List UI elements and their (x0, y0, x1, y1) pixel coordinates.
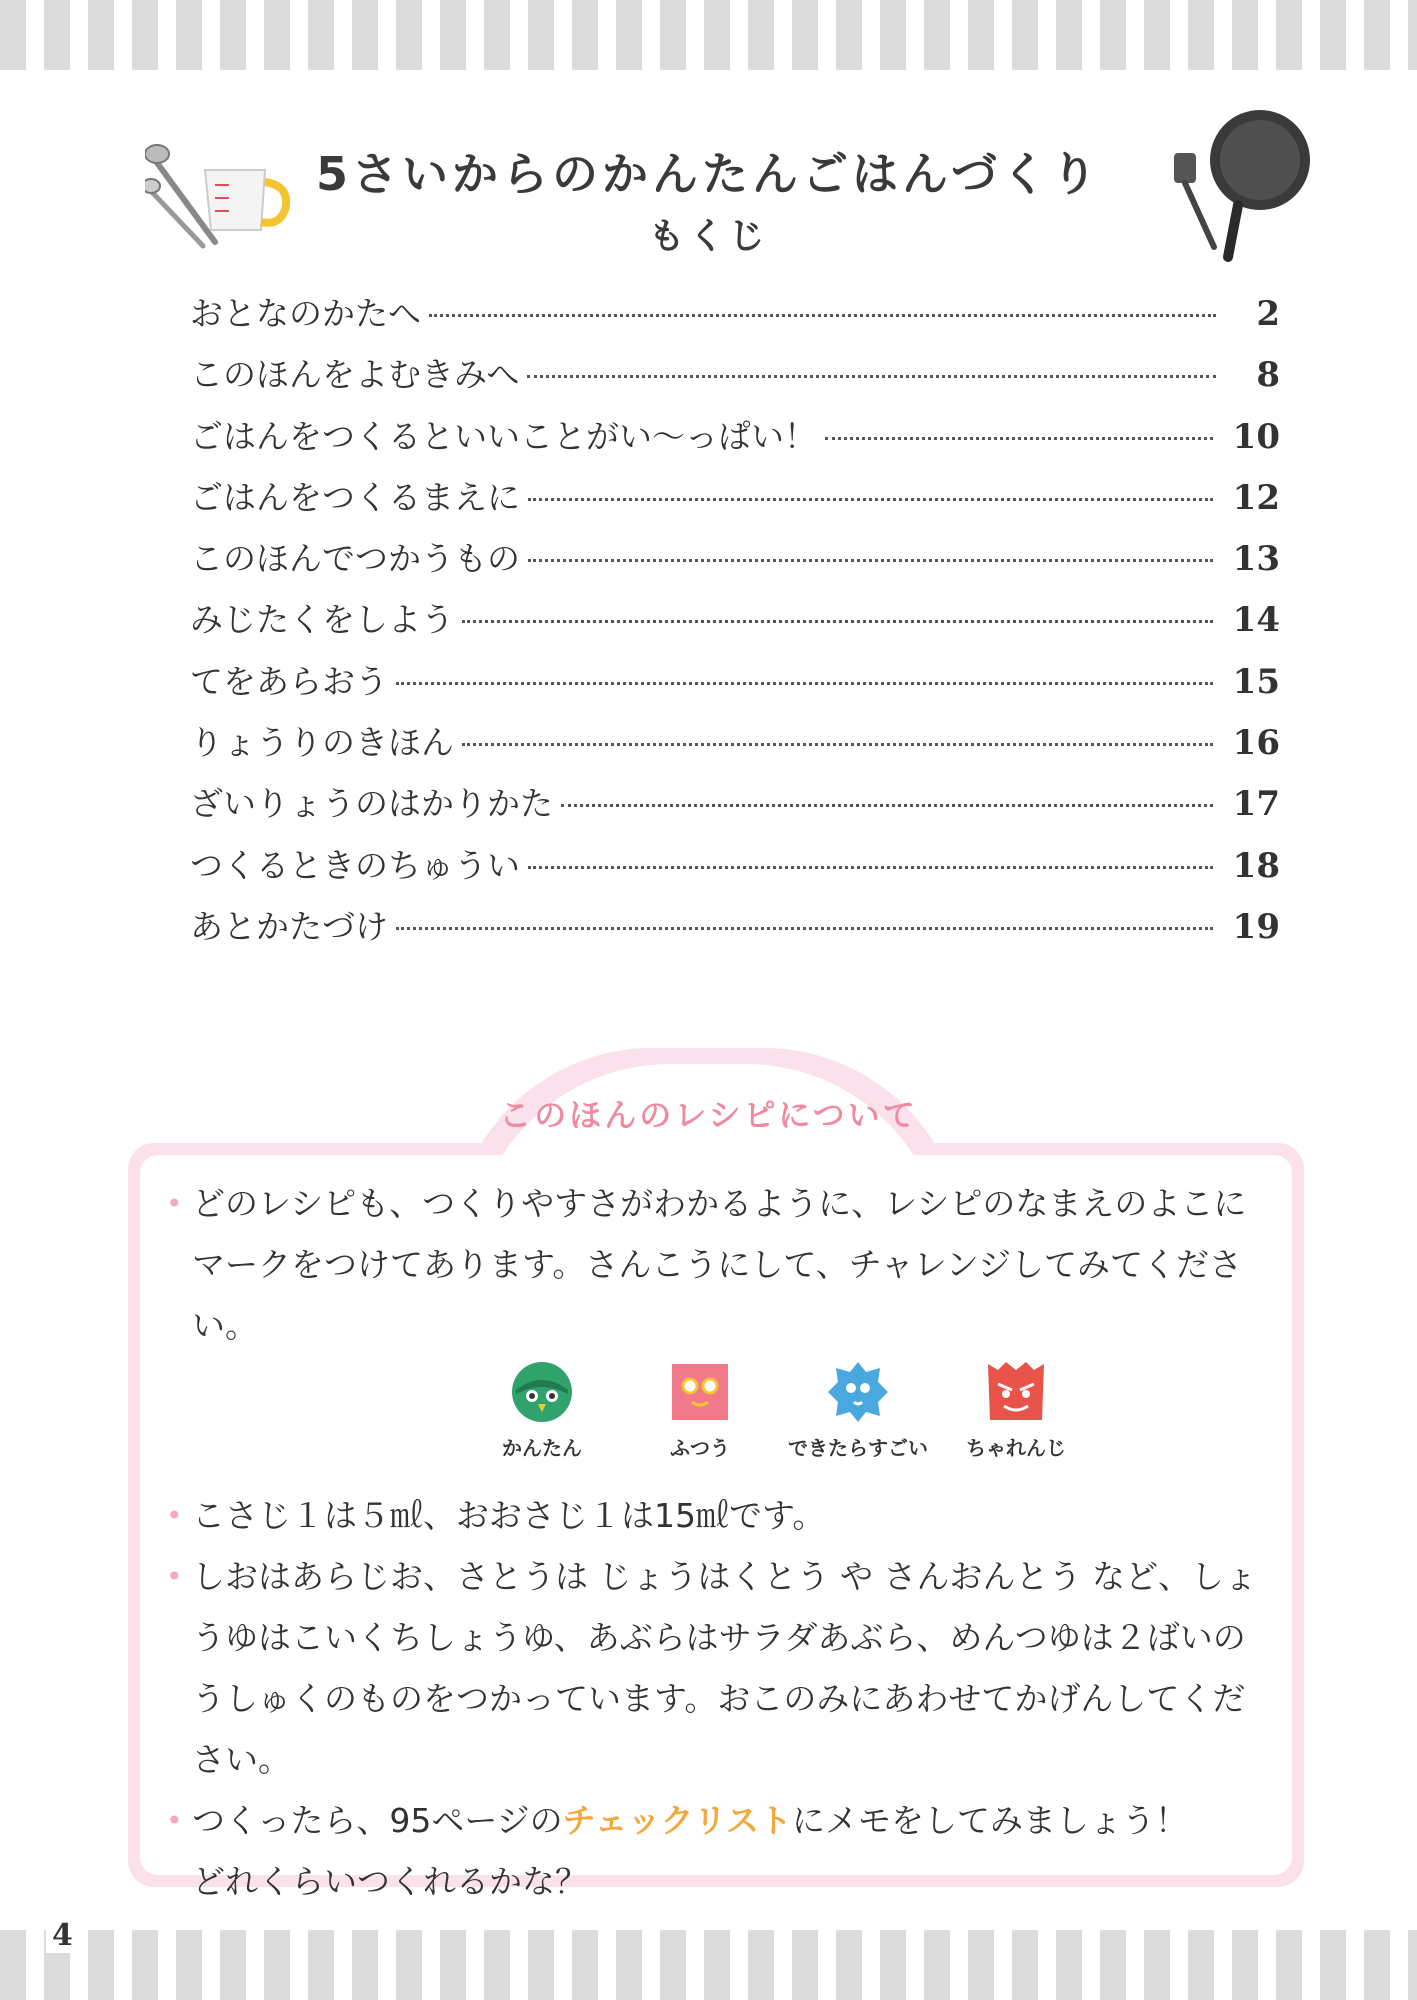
note-checklist-text-1: つくったら、95ページの (192, 1801, 563, 1840)
toc-label: りょうりのきほん (190, 723, 454, 763)
toc-item[interactable] (190, 656, 1280, 717)
toc-label: このほんでつかうもの (190, 539, 520, 579)
marker-challenge (956, 1360, 1076, 1461)
toc-label: みじたくをしよう (190, 600, 454, 640)
toc-label: おとなのかたへ (190, 294, 421, 333)
toc-label: ごはんをつくるといいことがい〜っぱい！ (190, 416, 817, 456)
recipe-notes (166, 1155, 1266, 1912)
toc-leader (528, 498, 1213, 501)
note-ingredients: • しおはあらじお、さとうは じょうはくとう や さんおんとう など、しょうゆはこいくちしょうゆ、あぶらはサラダあぶら、めんつゆは２ばいのうしゅくのものをつかっています。おこのみにあわせてかげんしてください。 (166, 1546, 1266, 1790)
marker-label-easy: かんたん (502, 1436, 582, 1460)
toc-page: 15 (1232, 661, 1280, 702)
recipe-box-heading: このほんのレシピについて (499, 1096, 918, 1134)
toc-item[interactable] (190, 901, 1280, 962)
toc-page: 12 (1232, 477, 1280, 518)
toc-page: 19 (1232, 906, 1280, 947)
toc-leader (825, 437, 1213, 440)
toc-leader (396, 682, 1213, 685)
page-title: 5さいからのかんたんごはんづくり (315, 147, 1102, 201)
marker-easy (482, 1360, 602, 1461)
toc-page: 13 (1232, 539, 1280, 580)
toc-label: ざいりょうのはかりかた (190, 784, 553, 824)
marker-great (788, 1360, 928, 1461)
toc-page: 8 (1256, 355, 1280, 396)
toc-leader (561, 804, 1213, 807)
marker-label-normal: ふつう (670, 1436, 730, 1460)
toc-label: つくるときのちゅうい (190, 845, 520, 885)
toc-leader (528, 866, 1213, 869)
table-of-contents (190, 288, 1280, 962)
toc-label: このほんをよむきみへ (190, 355, 520, 395)
top-stripe-border (0, 0, 1417, 70)
toc-item[interactable] (190, 472, 1280, 533)
page-subtitle: もくじ (648, 216, 769, 257)
toc-item[interactable] (190, 594, 1280, 655)
toc-leader (462, 620, 1213, 623)
note-checklist (166, 1790, 1266, 1912)
splash-face-icon (826, 1360, 890, 1424)
checklist-highlight: チェックリスト (562, 1801, 793, 1840)
marker-label-great: できたらすごい (788, 1436, 928, 1460)
toc-item[interactable] (190, 411, 1280, 472)
toc-item[interactable] (190, 288, 1280, 349)
toc-page: 18 (1232, 845, 1280, 886)
toc-leader (462, 743, 1213, 746)
toc-leader (396, 927, 1213, 930)
note-difficulty: • どのレシピも、つくりやすさがわかるように、レシピのなまえのよこにマークをつけてあります。さんこうにして、チャレンジしてみてください。 (166, 1155, 1266, 1356)
bottom-stripe-border (0, 1930, 1417, 2000)
square-face-icon (668, 1360, 732, 1424)
toc-label: ごはんをつくるまえに (190, 477, 520, 517)
toc-label: あとかたづけ (190, 906, 388, 946)
toc-item[interactable] (190, 533, 1280, 594)
toc-page: 2 (1256, 294, 1280, 334)
toc-leader (528, 559, 1213, 562)
toc-item[interactable] (190, 349, 1280, 410)
toc-page: 10 (1232, 416, 1280, 457)
toc-leader (429, 314, 1216, 317)
toc-page: 16 (1232, 723, 1280, 764)
toc-item[interactable] (190, 717, 1280, 778)
toc-item[interactable] (190, 840, 1280, 901)
toc-item[interactable] (190, 778, 1280, 839)
marker-label-challenge: ちゃれんじ (966, 1436, 1066, 1460)
note-checklist-text-3: どれくらいつくれるかな？ (192, 1862, 588, 1901)
note-measurement: • こさじ１は５㎖、おおさじ１は15㎖です。 (166, 1485, 1266, 1546)
toc-label: てをあらおう (190, 661, 388, 701)
marker-normal (640, 1360, 760, 1461)
note-checklist-text-2: にメモをしてみましょう！ (792, 1801, 1189, 1840)
toc-page: 17 (1232, 784, 1280, 825)
toc-leader (527, 375, 1216, 378)
monster-face-icon (984, 1360, 1048, 1424)
owl-icon (510, 1360, 574, 1424)
difficulty-legend (482, 1360, 1266, 1461)
page-number: 4 (46, 1918, 79, 1953)
toc-page: 14 (1232, 600, 1280, 641)
